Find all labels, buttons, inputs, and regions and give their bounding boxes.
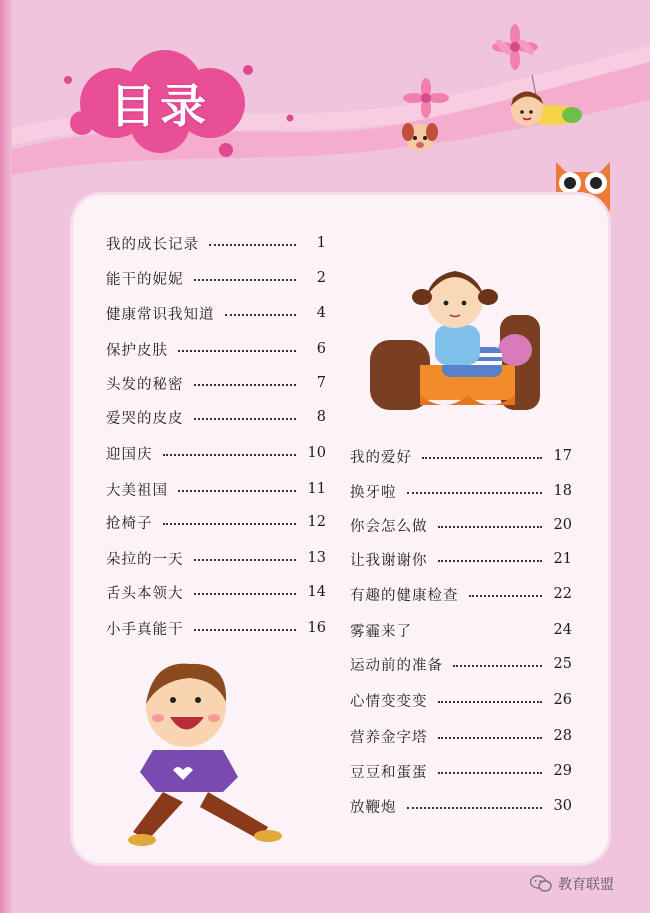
toc-entry-right[interactable] xyxy=(350,582,572,606)
toc-entry-page: 10 xyxy=(307,445,326,461)
toc-entry-page: 25 xyxy=(553,656,572,672)
toc-entry-right[interactable] xyxy=(350,444,572,468)
toc-entry-page: 17 xyxy=(553,448,572,464)
toc-entry-page: 30 xyxy=(553,798,572,814)
toc-entry-title: 豆豆和蛋蛋 xyxy=(350,764,428,781)
toc-entry-title: 有趣的健康检查 xyxy=(350,587,459,604)
boy-illustration xyxy=(128,652,288,852)
flower-icon xyxy=(485,22,545,72)
leader-dots xyxy=(469,595,543,597)
toc-entry-left[interactable] xyxy=(106,405,326,429)
toc-entry-title: 健康常识我知道 xyxy=(106,306,215,323)
toc-entry-page: 12 xyxy=(307,514,326,530)
toc-entry-page: 1 xyxy=(316,235,326,251)
toc-entry-title: 大美祖国 xyxy=(106,482,168,499)
leader-dots xyxy=(194,384,297,386)
leader-dots xyxy=(194,279,297,281)
toc-entry-right[interactable] xyxy=(350,479,572,503)
toc-entry-right[interactable] xyxy=(350,759,572,783)
toc-entry-title: 让我谢谢你 xyxy=(350,552,428,569)
toc-entry-left[interactable] xyxy=(106,266,326,290)
toc-entry-left[interactable] xyxy=(106,546,326,570)
toc-entry-title: 雾霾来了 xyxy=(350,623,412,640)
toc-entry-page: 28 xyxy=(553,728,572,744)
toc-entry-title: 运动前的准备 xyxy=(350,657,443,674)
toc-entry-title: 爱哭的皮皮 xyxy=(106,410,184,427)
toc-entry-right[interactable] xyxy=(350,513,572,537)
leader-dots xyxy=(438,737,543,739)
toc-entry-page: 11 xyxy=(307,481,326,497)
toc-entry-page: 18 xyxy=(553,483,572,499)
toc-entry-left[interactable] xyxy=(106,477,326,501)
toc-entry-page: 8 xyxy=(316,409,326,425)
toc-entry-page: 20 xyxy=(553,517,572,533)
toc-entry-title: 你会怎么做 xyxy=(350,518,428,535)
toc-entry-title: 迎国庆 xyxy=(106,446,153,463)
toc-entry-page: 26 xyxy=(553,692,572,708)
leader-dots xyxy=(438,701,543,703)
toc-entry-right[interactable] xyxy=(350,618,572,642)
leader-dots xyxy=(438,526,543,528)
flower-icon xyxy=(398,78,454,118)
leader-dots xyxy=(194,418,297,420)
toc-entry-left[interactable] xyxy=(106,580,326,604)
toc-entry-right[interactable] xyxy=(350,688,572,712)
toc-entry-left[interactable] xyxy=(106,371,326,395)
watermark-text: 教育联盟 xyxy=(558,877,614,893)
leader-dots xyxy=(407,492,543,494)
toc-entry-title: 头发的秘密 xyxy=(106,376,184,393)
toc-entry-page: 7 xyxy=(316,375,326,391)
puppy-illustration xyxy=(398,114,443,159)
toc-entry-page: 13 xyxy=(307,550,326,566)
toc-entry-left[interactable] xyxy=(106,441,326,465)
leader-dots xyxy=(407,807,543,809)
leader-dots xyxy=(209,244,296,246)
toc-entry-page: 22 xyxy=(553,586,572,602)
toc-entry-title: 舌头本领大 xyxy=(106,585,184,602)
toc-entry-left[interactable] xyxy=(106,337,326,361)
toc-entry-right[interactable] xyxy=(350,652,572,676)
toc-entry-left[interactable] xyxy=(106,231,326,255)
toc-entry-title: 营养金字塔 xyxy=(350,729,428,746)
toc-entry-right[interactable] xyxy=(350,547,572,571)
toc-entry-title: 小手真能干 xyxy=(106,621,184,638)
toc-entry-title: 我的爱好 xyxy=(350,449,412,466)
toc-entry-page: 24 xyxy=(553,622,572,638)
leader-dots xyxy=(178,350,296,352)
toc-entry-left[interactable] xyxy=(106,616,326,640)
wechat-icon xyxy=(530,875,552,893)
toc-entry-title: 放鞭炮 xyxy=(350,799,397,816)
leader-dots xyxy=(453,665,542,667)
toc-entry-right[interactable] xyxy=(350,724,572,748)
leader-dots xyxy=(422,631,542,633)
leader-dots xyxy=(194,629,297,631)
flying-girl-illustration xyxy=(497,70,592,135)
toc-entry-page: 16 xyxy=(307,620,326,636)
toc-entry-page: 4 xyxy=(316,305,326,321)
toc-entry-title: 能干的妮妮 xyxy=(106,271,184,288)
toc-entry-right[interactable] xyxy=(350,794,572,818)
toc-entry-page: 29 xyxy=(553,763,572,779)
toc-entry-page: 2 xyxy=(316,270,326,286)
leader-dots xyxy=(194,559,297,561)
leader-dots xyxy=(438,560,543,562)
leader-dots xyxy=(438,772,543,774)
toc-entry-page: 6 xyxy=(316,341,326,357)
toc-entry-title: 保护皮肤 xyxy=(106,342,168,359)
page-title: 目录 xyxy=(110,79,210,133)
leader-dots xyxy=(225,314,297,316)
watermark xyxy=(530,874,614,894)
toc-entry-left[interactable] xyxy=(106,301,326,325)
toc-entry-title: 心情变变变 xyxy=(350,693,428,710)
toc-entry-title: 朵拉的一天 xyxy=(106,551,184,568)
leader-dots xyxy=(422,457,542,459)
toc-entry-title: 换牙啦 xyxy=(350,484,397,501)
toc-entry-title: 我的成长记录 xyxy=(106,236,199,253)
toc-entry-page: 21 xyxy=(553,551,572,567)
toc-entry-left[interactable] xyxy=(106,510,326,534)
leader-dots xyxy=(163,454,297,456)
toc-entry-title: 抢椅子 xyxy=(106,515,153,532)
leader-dots xyxy=(163,523,297,525)
leader-dots xyxy=(178,490,296,492)
toc-entry-page: 14 xyxy=(307,584,326,600)
girl-on-bed-illustration xyxy=(360,255,550,425)
title-badge xyxy=(70,48,260,158)
leader-dots xyxy=(194,593,297,595)
